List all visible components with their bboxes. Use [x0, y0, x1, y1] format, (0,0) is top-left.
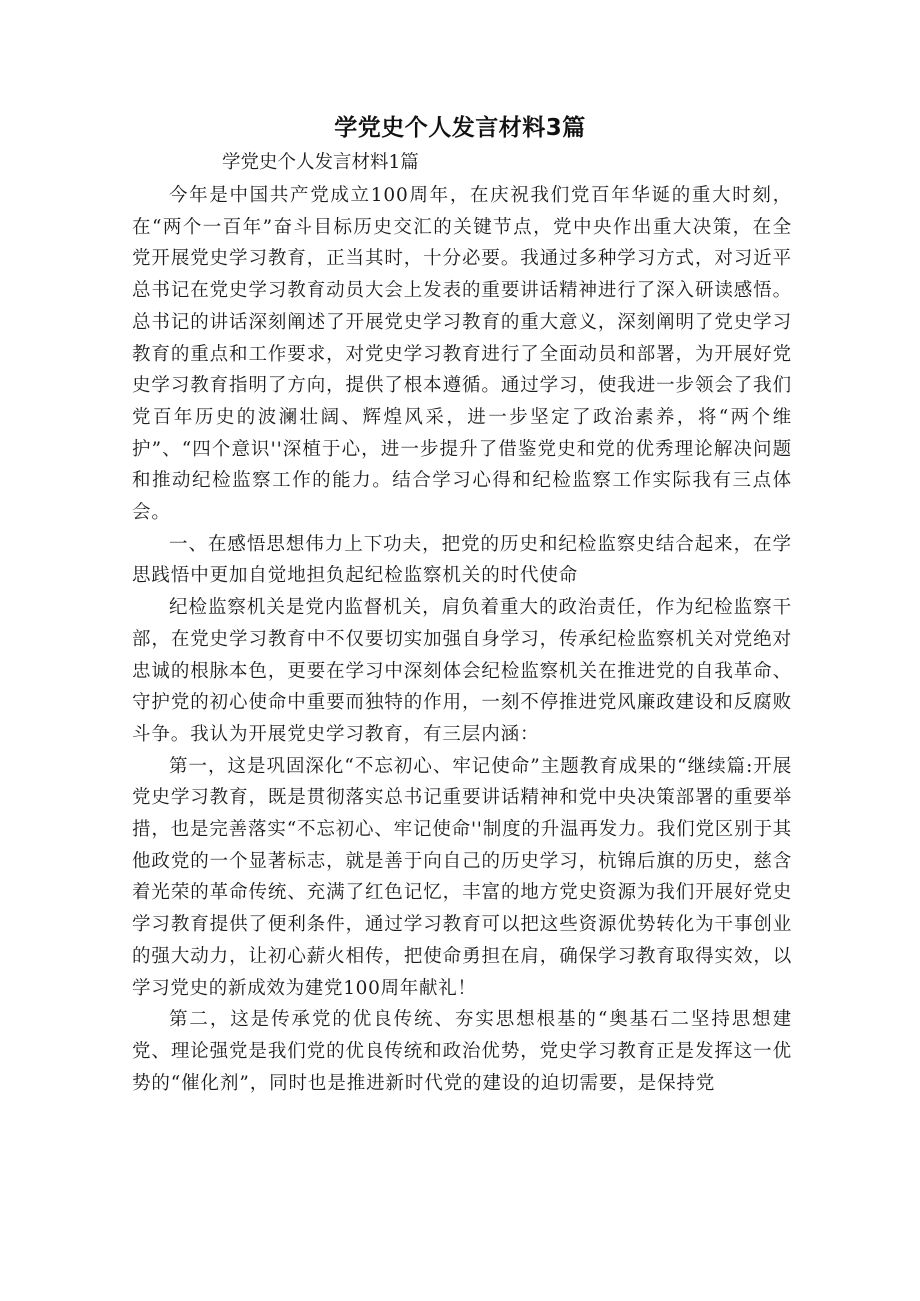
section-heading-one: 一、在感悟思想伟力上下功夫，把党的历史和纪检监察史结合起来，在学思践悟中更加自觉地担负起纪检监察机关的时代使命 — [132, 533, 792, 587]
paragraph-point-one: 第一，这是巩固深化“不忘初心、牢记使命”主题教育成果的“继续篇:开展党史学习教育，既是贯彻落实总书记重要讲话精神和党中央决策部署的重要举措，也是完善落实“不忘初心、牢记使命''制度的升温再发力。我们党区别于其他政党的一个显著标志，就是善于向自己的历史学习，杭锦后旗的历史，慈含着光荣的革命传统、充满了红色记忆，丰富的地方党史资源为我们开展好党史学习教育提供了便利条件，通过学习教育可以把这些资源优势转化为干事创业的强大动力，让初心薪火相传，把使命勇担在肩，确保学习教育取得实效，以学习党史的新成效为建党100周年献礼！ — [132, 755, 792, 999]
paragraph-point-two: 第二，这是传承党的优良传统、夯实思想根基的“奥基石二坚持思想建党、理论强党是我们党的优良传统和政治优势，党史学习教育正是发挥这一优势的“催化剂”，同时也是推进新时代党的建设的迫切需要，是保持党 — [132, 1009, 792, 1094]
document-subtitle: 学党史个人发言材料1篇 — [222, 152, 419, 173]
paragraph-intro: 今年是中国共产党成立100周年，在庆祝我们党百年华诞的重大时刻，在“两个一百年”奋斗目标历史交汇的关键节点，党中央作出重大决策，在全党开展党史学习教育，正当其时，十分必要。我通过多种学习方式，对习近平总书记在党史学习教育动员大会上发表的重要讲话精神进行了深入研读感悟。总书记的讲话深刻阐述了开展党史学习教育的重大意义，深刻阐明了党史学习教育的重点和工作要求，对党史学习教育进行了全面动员和部署，为开展好党史学习教育指明了方向，提供了根本遵循。通过学习，使我进一步领会了我们党百年历史的波澜壮阔、辉煌风采，进一步坚定了政治素养，将“两个维护”、“四个意识''深植于心，进一步提升了借鉴党史和党的优秀理论解决问题和推动纪检监察工作的能力。结合学习心得和纪检监察工作实际我有三点体会。 — [132, 185, 792, 524]
paragraph-discipline-inspection: 纪检监察机关是党内监督机关，肩负着重大的政治责任，作为纪检监察干部，在党史学习教育中不仅要切实加强自身学习，传承纪检监察机关对党绝对忠诚的根脉本色，更要在学习中深刻体会纪检监察机关在推进党的自我革命、守护党的初心使命中重要而独特的作用，一刻不停推进党风廉政建设和反腐败斗争。我认为开展党史学习教育，有三层内涵： — [132, 597, 792, 745]
document-body — [132, 180, 792, 1099]
document-title: 学党史个人发言材料3篇 — [334, 115, 586, 141]
